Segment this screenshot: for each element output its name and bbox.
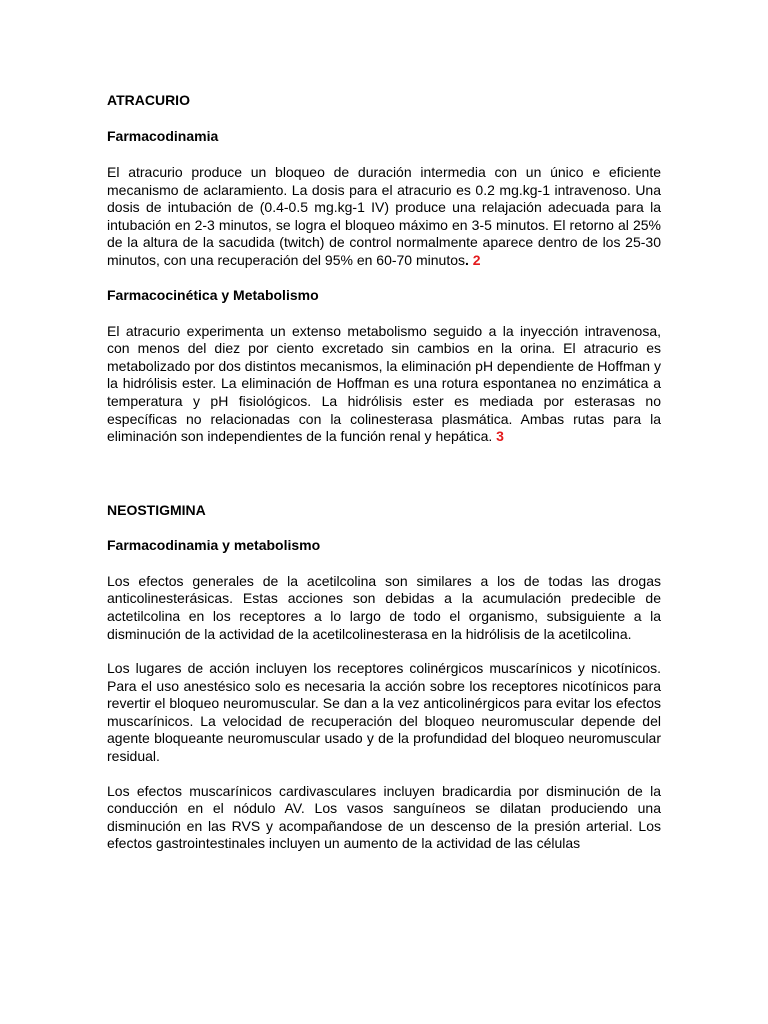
reference-3: 3 (496, 428, 504, 445)
paragraph-end: . (465, 251, 469, 268)
paragraph-text: El atracurio experimenta un extenso metabolismo seguido a la inyección intravenosa, con menos del diez por ciento excretado sin cambios en la orina. El atracurio es metabolizado por dos distintos mecanismos, la eliminación pH dependiente de Hoffman y la hidrólisis ester. La eliminación de Hoffman es una rotura espontanea no enzimática a temperatura y pH fisiológicos. La hidrólisis ester es mediada por esterasas no específicas no relacionadas con la colinesterasa plasmática. Ambas rutas para la eliminación son independientes de la función renal y hepática. (107, 322, 661, 445)
reference-2: 2 (472, 251, 481, 268)
document-page (107, 92, 661, 853)
subheading-farmacocinetica: Farmacocinética y Metabolismo (107, 286, 319, 303)
subheading-farmacodinamia: Farmacodinamia (107, 128, 219, 144)
paragraph-text: El atracurio produce un bloqueo de duración intermedia con un único e eficiente mecanismo de aclaramiento. La dosis para el atracurio es 0.2 mg.kg-1 intravenoso. Una dosis de intubación de (0.4-0.5 mg.kg-1 IV) produce una relajación adecuada para la intubación en 2-3 minutos, se logra el bloqueo máximo en 3-5 minutos. El retorno al 25% de la altura de la sacudida (twitch) de control normalmente aparece dentro de los 25-30 minutos, con una recuperación del 95% en 60-70 minutos (107, 164, 661, 268)
subheading-farmacodinamia-metabolismo: Farmacodinamia y metabolismo (107, 536, 321, 553)
paragraph-atracurio-farmacodinamia (107, 164, 661, 270)
section-title-neostigmina: NEOSTIGMINA (107, 501, 206, 518)
paragraph-atracurio-farmacocinetica (107, 323, 661, 446)
paragraph-neostigmina-3: Los efectos muscarínicos cardivasculares incluyen bradicardia por disminución de la conducción en el nódulo AV. Los vasos sanguíneos se dilatan produciendo una disminución en las RVS y acompañandose de un descenso de la presión arterial. Los efectos gastrointestinales incluyen un aumento de la actividad de las células (107, 782, 661, 852)
paragraph-neostigmina-2: Los lugares de acción incluyen los receptores colinérgicos muscarínicos y nicotínicos. Para el uso anestésico solo es necesaria la acción sobre los receptores nicotínicos para revertir el bloqueo neuromuscular. Se dan a la vez anticolinérgicos para evitar los efectos muscarínicos. La velocidad de recuperación del bloqueo neuromuscular depende del agente bloqueante neuromuscular usado y de la profundidad del bloqueo neuromuscular residual. (107, 660, 661, 765)
section-title-atracurio: ATRACURIO (107, 92, 190, 108)
paragraph-neostigmina-1: Los efectos generales de la acetilcolina son similares a los de todas las drogas anticolinesterásicas. Estas acciones son debidas a la acumulación predecible de actetilcolina en los receptores a lo largo de todo el organismo, subsiguiente a la disminución de la actividad de la acetilcolinesterasa en la hidrólisis de la acetilcolina. (107, 572, 661, 642)
